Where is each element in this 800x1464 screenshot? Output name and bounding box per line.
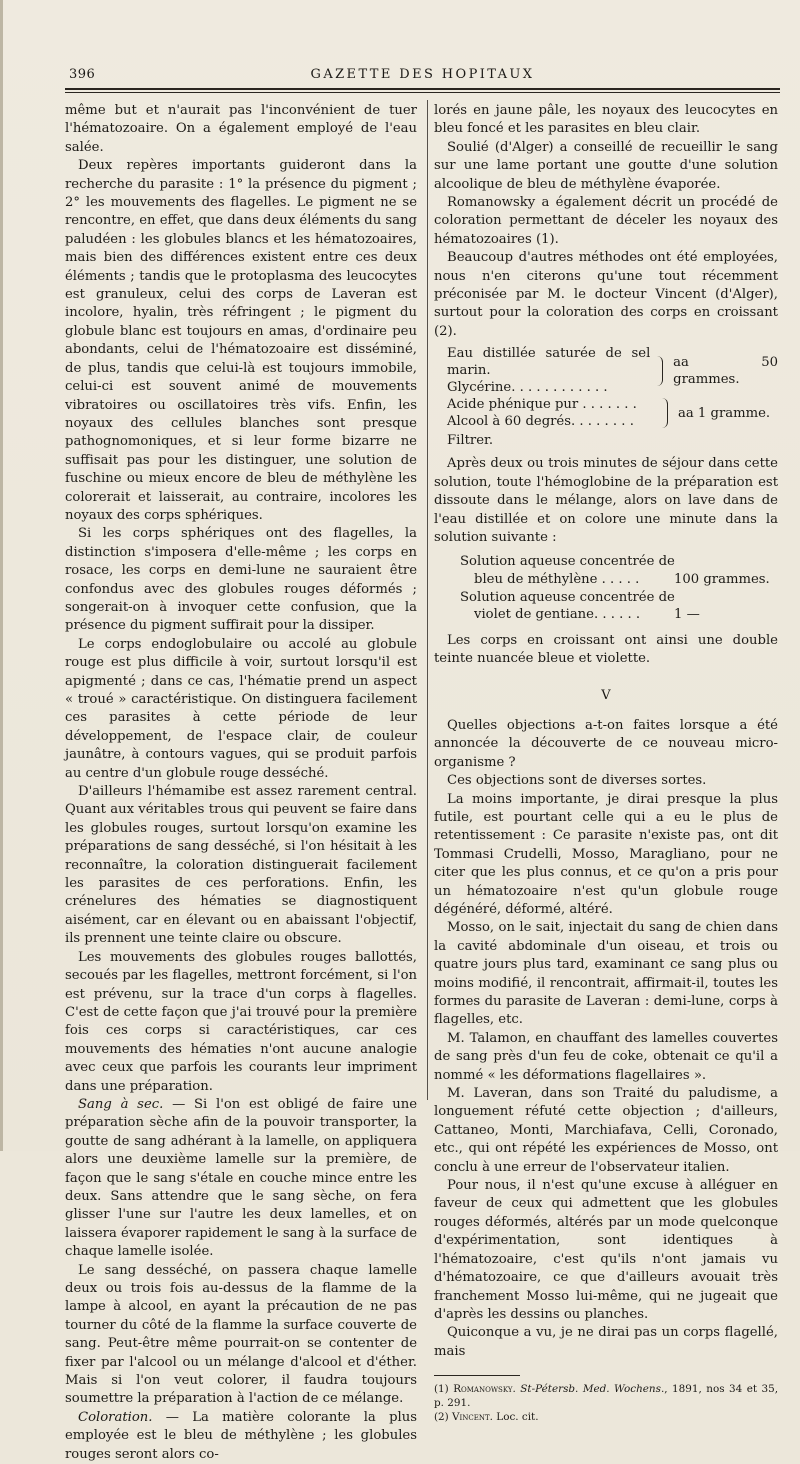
header-rule-thick	[65, 88, 780, 90]
footnotes	[434, 1382, 778, 1424]
left-column	[65, 102, 417, 1464]
formula-line: Glycérine. . . . . . . . . . . .	[447, 380, 608, 396]
paragraph: La moins importante, je dirai presque la plus futile, est pourtant celle qui a eu le plus de retentissement : Ce parasite n'existe pas, ont dit Tommasi Crudelli, Mosso, Maragliano, pour ne citer que les plus connus, et ce qu'on a pris pour un hématozoaire n'est qu'un globule rouge dégénéré, déformé, altéré.	[434, 791, 778, 917]
right-column	[434, 102, 778, 1424]
paragraph: Deux repères importants guideront dans la recherche du parasite : 1° la présence du pigment ; 2° les mouvements des flagelles. Le pigment ne se rencontre, en effet, que dans deux éléments du sang paludéen : les globules blancs et les hématozoaires, mais bien des différences existent entre ces deux éléments ; tandis que le protoplasma des leucocytes est granuleux, celui des corps de Laveran est incolore, hyalin, très réfringent ; le pigment du globule blanc est toujours en amas, d'ordinaire peu abondants, celui de l'hématozoaire est disséminé, de plus, tandis que celui-là est toujours immobile, celui-ci est souvent animé de mouvements vibratoires ou oscillatoires très vifs. Enfin, les noyaux des cellules blanches sont presque pathognomoniques, et si leur forme bizarre ne suffisait pas pour les distinguer, une solution de fuschine ou mieux encore de bleu de méthylène les colorerait et laisserait, au contraire, incolores les noyaux des corps sphériques.	[65, 158, 417, 523]
paragraph: Après deux ou trois minutes de séjour dans cette solution, toute l'hémoglobine de la préparation est dissoute dans le mélange, alors on lave dans de l'eau distillée et on colore une minute dans la solution suivante :	[434, 456, 778, 545]
paragraph: Beaucoup d'autres méthodes ont été employées, nous n'en citerons qu'une tout récemment préconisée par M. le docteur Vincent (d'Alger), surtout pour la coloration des corps en croissant (2).	[434, 250, 778, 339]
paragraph: Romanowsky a également décrit un procédé de coloration permettant de déceler les noyaux des hématozoaires (1).	[434, 195, 778, 247]
formula-quantity: aa 50 grammes.	[673, 354, 778, 387]
paragraph: D'ailleurs l'hémamibe est assez rarement central. Quant aux véritables trous qui peuvent se faire dans les globules rouges, surtout lorsqu'on examine les préparations de sang desséché, si l'on hésitait à les reconnaître, la coloration distinguerait facilement les parasites de ces perforations. Enfin, les crénelures des hématies se diagnostiquent aisément, car en élevant ou en abaissant l'objectif, ils prennent une teinte claire ou obscure.	[65, 784, 417, 947]
footnote-rule	[434, 1375, 520, 1376]
brace	[654, 356, 663, 386]
paragraph: Soulié (d'Alger) a conseillé de recueillir le sang sur une lame portant une goutte d'une solution alcoolique de bleu de méthylène évaporée.	[434, 139, 778, 192]
journal-title: GAZETTE DES HOPITAUX	[310, 67, 535, 82]
solution-quantity: 100 grammes.	[674, 571, 770, 587]
column-separator	[427, 100, 428, 1100]
page-header	[65, 62, 780, 88]
paragraph: M. Talamon, en chauffant des lamelles couvertes de sang près d'un feu de coke, obtenait ce qu'il a nommé « les déformations flagellaires ».	[434, 1030, 778, 1083]
paragraph: M. Laveran, dans son Traité du paludisme, a longuement réfuté cette objection ; d'ailleurs, Cattaneo, Monti, Marchiafava, Celli, Coronado, etc., qui ont répété les expériences de Mosso, ont conclu à une erreur de l'observateur italien.	[434, 1086, 778, 1175]
paragraph: Mosso, on le sait, injectait du sang de chien dans la cavité abdominale d'un oiseau, et trois ou quatre jours plus tard, examinant ce sang plus ou moins modifié, il rencontrait, affirmait-il, toutes les formes du parasite de Laveran : demi-lune, corps à flagelles, etc.	[434, 920, 778, 1028]
paragraph: même but et n'aurait pas l'inconvénient de tuer l'hématozoaire. On a également employé de l'eau salée.	[65, 103, 417, 155]
section-number: V	[601, 687, 611, 703]
formula-line: Acide phénique pur . . . . . . .	[447, 397, 637, 413]
paragraph: Les corps en croissant ont ainsi une double teinte nuancée bleue et violette.	[434, 632, 778, 667]
paragraph-text: — Si l'on est obligé de faire une préparation sèche afin de la pouvoir transporter, la goutte de sang adhérant à la lamelle, on appliquera alors une deuxième lamelle sur la première, de façon que le sang s'étale en couche mince entre les deux. Sans attendre que le sang sèche, on fera glisser l'une sur l'autre les deux lamelles, et on laissera évaporer rapidement le sang à la surface de chaque lamelle isolée.	[65, 1096, 417, 1260]
paragraph: Les mouvements des globules rouges ballottés, secoués par les flagelles, mettront forcément, si l'on est prévenu, sur la trace d'un corps à flagelles. C'est de cette façon que j'ai trouvé pour la première fois ces corps si caractéristiques, car ces mouvements des hématies n'ont aucune analogie avec ceux que parfois les courants leur impriment dans une préparation.	[65, 949, 417, 1094]
paragraph	[65, 1096, 417, 1262]
staining-formula	[447, 345, 778, 449]
footnote-author: Romanowsky.	[453, 1383, 516, 1396]
footnote-text: , 1891, nos 34 et 35, p. 291.	[434, 1383, 779, 1410]
footnote-author: Vincent.	[452, 1411, 493, 1424]
formula-group	[447, 345, 778, 396]
solution-line: Solution aqueuse concentrée de	[460, 589, 675, 605]
footnote-source: St-Pétersb. Med. Wochens.	[520, 1383, 665, 1396]
solution-line: violet de gentiane. . . . . .	[474, 607, 641, 623]
run-in-heading: Sang à sec.	[78, 1096, 164, 1112]
brace	[659, 398, 668, 428]
paragraph: Le corps endoglobulaire ou accolé au globule rouge est plus difficile à voir, surtout lorsqu'il est apigmenté ; dans ce cas, l'hématie prend un aspect « troué » caractéristique. On distinguera facilement ces parasites à cette période de leur développement, de l'espace clair, de couleur jaunâtre, à contours vagues, qui se produit parfois au centre d'un globule rouge desséché.	[65, 636, 417, 781]
paragraph	[65, 1409, 417, 1464]
paragraph: Ces objections sont de diverses sortes.	[447, 773, 707, 789]
formula-line: Alcool à 60 degrés. . . . . . . .	[447, 414, 634, 430]
solution-line: bleu de méthylène . . . . .	[474, 571, 640, 587]
solution-recipe	[460, 553, 778, 623]
paragraph: Quelles objections a-t-on faites lorsque a été annoncée la découverte de ce nouveau micro-organisme ?	[434, 717, 778, 770]
paragraph: Si les corps sphériques ont des flagelles, la distinction s'imposera d'elle-même ; les corps en rosace, les corps en demi-lune ne sauraient être confondus avec des globules rouges déformés ; songerait-on à invoquer cette confusion, que la présence du pigment suffirait pour la dissiper.	[65, 526, 417, 634]
paragraph: Quiconque a vu, je ne dirai pas un corps flagellé, mais	[434, 1325, 778, 1359]
footnote	[434, 1410, 778, 1424]
run-in-heading: Coloration.	[78, 1409, 153, 1425]
paragraph: Le sang desséché, on passera chaque lamelle deux ou trois fois au-dessus de la flamme de la lampe à alcool, en ayant la précaution de ne pas tourner du côté de la flamme la surface couverte de sang. Peut-être même pourrait-on se contenter de fixer par l'alcool ou un mélange d'alcool et d'éther. Mais si l'on veut colorer, il faudra toujours soumettre la préparation à l'action de ce mélange.	[65, 1262, 417, 1407]
header-rule-thin	[65, 92, 780, 93]
solution-line: Solution aqueuse concentrée de	[460, 554, 675, 570]
formula-line: Eau distillée saturée de sel marin.	[447, 346, 651, 379]
formula-quantity: aa 1 gramme.	[678, 405, 771, 421]
footnote	[434, 1382, 778, 1410]
paragraph-text: — La matière colorante la plus employée est le bleu de méthylène ; les globules rouges seront alors co-	[65, 1409, 417, 1462]
page-number: 396	[69, 67, 96, 82]
formula-line: Filtrer.	[447, 433, 494, 449]
paragraph: lorés en jaune pâle, les noyaux des leucocytes en bleu foncé et les parasites en bleu clair.	[434, 103, 778, 137]
paragraph: Pour nous, il n'est qu'une excuse à alléguer en faveur de ceux qui admettent que les globules rouges déformés, altérés par un mode quelconque d'expérimentation, sont identiques à l'hématozoaire, c'est qu'ils n'ont jamais vu d'hématozoaire, ce que d'ailleurs avouait très franchement Mosso lui-même, qui ne jugeait que d'après les dessins ou planches.	[434, 1178, 778, 1322]
footnote-number: (2)	[434, 1411, 449, 1424]
formula-group	[447, 396, 778, 430]
solution-quantity: 1 —	[674, 607, 700, 623]
footnote-text: Loc. cit.	[493, 1411, 539, 1424]
footnote-number: (1)	[434, 1383, 449, 1396]
